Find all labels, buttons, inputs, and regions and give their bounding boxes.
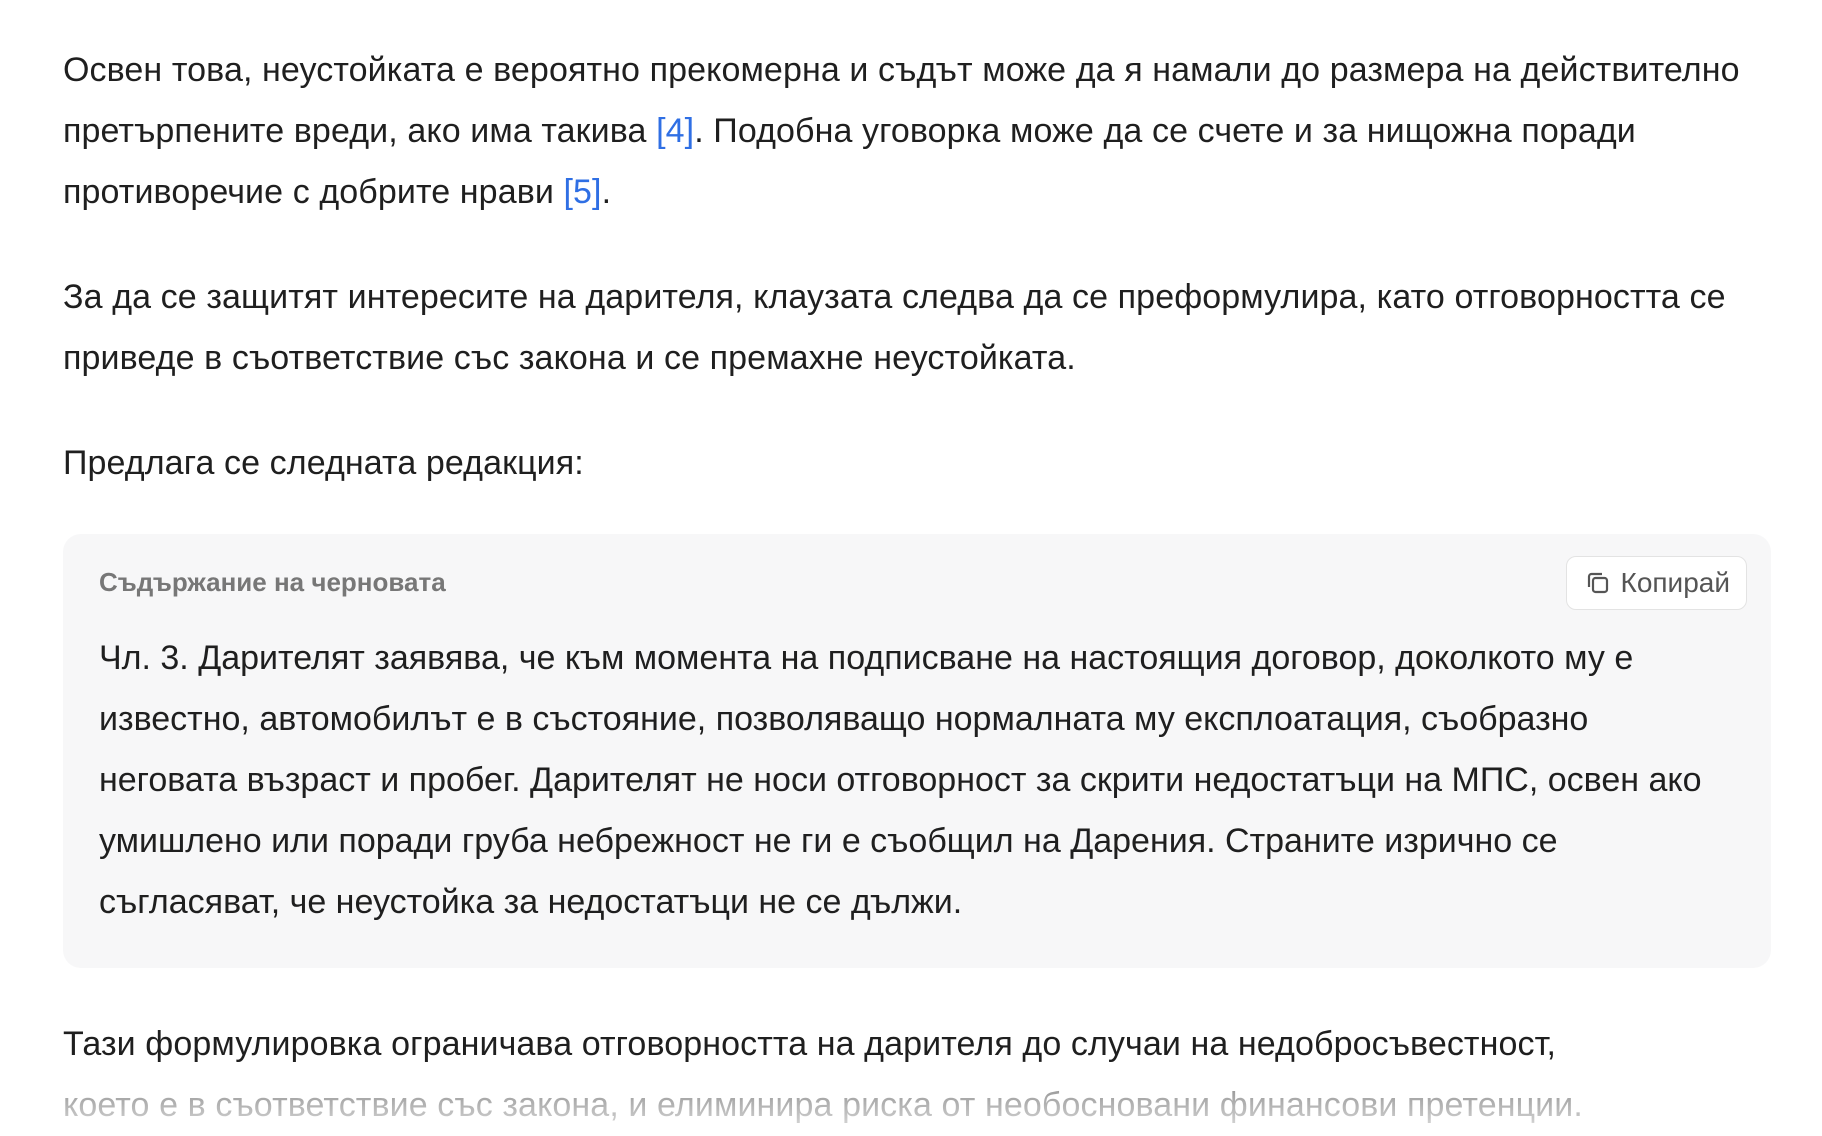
paragraph-proposal-intro: Предлага се следната редакция: <box>63 444 584 482</box>
copy-icon <box>1585 570 1611 596</box>
conclusion-line: Тази формулировка ограничава отговорността на дарителя до случаи на недобросъвестност, <box>63 1025 1557 1063</box>
conclusion-line-faded: което е в съответствие със закона, и елиминира риска от необосновани финансови претенции. <box>63 1075 1763 1136</box>
paragraph-text: . <box>601 173 612 211</box>
draft-content-block <box>63 534 1771 968</box>
paragraph-text: Освен това, неустойката е вероятно прекомерна и съдът може да я намали до размера на действително претърпените вреди, ако има такива <box>63 51 1740 150</box>
draft-body-text: Чл. 3. Дарителят заявява, че към момента на подписване на настоящия договор, доколкото му е известно, автомобилът е в състояние, позволяващо нормалната му експлоатация, съобразно неговата възраст и пробег. Дарителят не носи отговорност за скрити недостатъци на МПС, освен ако умишлено или поради груба небрежност не ги е съобщил на Дарения. Страните изрично се съгласяват, че неустойка за недостатъци не се дължи. <box>99 639 1702 921</box>
paragraph-reformulation: За да се защитят интересите на дарителя, клаузата следва да се преформулира, като отговорността се приведе в съответствие със закона и се премахне неустойката. <box>63 278 1726 377</box>
paragraph-text: . Подобна уговорка може да се счете и за нищожна поради противоречие с добрите нрави <box>63 112 1636 211</box>
chat-response <box>63 40 1763 1136</box>
copy-button-label: Копирай <box>1620 567 1730 598</box>
draft-title: Съдържание на черновата <box>99 567 446 597</box>
citation-link-5[interactable]: [5] <box>563 173 602 211</box>
copy-button[interactable] <box>1566 556 1747 610</box>
citation-link-4[interactable]: [4] <box>656 112 695 150</box>
paragraph-penalty <box>63 40 1763 223</box>
